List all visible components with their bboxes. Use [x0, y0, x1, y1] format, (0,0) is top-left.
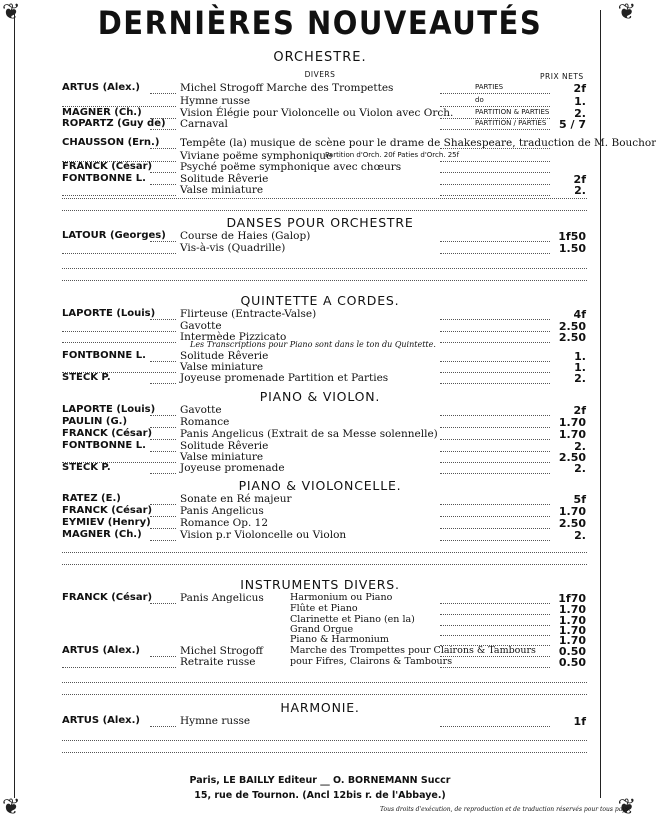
work-title: Panis Angelicus — [180, 505, 264, 517]
work-detail: Piano & Harmonium — [290, 634, 389, 645]
work-title: Joyeuse promenade Partition et Parties — [180, 372, 389, 384]
section-title-piano-violon: PIANO & VIOLON. — [259, 389, 381, 404]
leader-dots — [150, 516, 176, 517]
leader-dots — [150, 361, 176, 362]
leader-dots — [440, 528, 550, 529]
leader-dots — [62, 552, 587, 553]
leader-dots — [150, 451, 176, 452]
price: 2.50 — [558, 517, 586, 530]
composer-name: MAGNER (Ch.) — [62, 107, 142, 118]
work-title: Solitude Rêverie — [180, 440, 269, 452]
work-title: Vision p.r Violoncelle ou Violon — [180, 529, 347, 541]
leader-dots — [440, 383, 550, 384]
leader-dots — [62, 280, 587, 281]
leader-dots — [440, 540, 550, 541]
composer-name: FONTBONNE L. — [62, 440, 146, 451]
subtitle: ORCHESTRE. — [273, 50, 367, 65]
price: 1.70 — [558, 614, 586, 627]
composer-name: ARTUS (Alex.) — [62, 82, 140, 93]
leader-dots — [440, 614, 550, 615]
leader-dots — [440, 129, 550, 130]
work-title: Romance Op. 12 — [180, 517, 269, 529]
price: 5 / 7 — [559, 118, 586, 131]
leader-dots — [440, 667, 550, 668]
leader-dots — [62, 331, 176, 332]
leader-dots — [150, 528, 176, 529]
leader-dots — [440, 427, 550, 428]
work-title: Vis-à-vis (Quadrille) — [180, 242, 286, 254]
work-title: Hymne russe — [180, 95, 251, 107]
price: 1.50 — [558, 242, 586, 255]
composer-name: MAGNER (Ch.) — [62, 529, 142, 540]
leader-dots — [150, 241, 176, 242]
leader-dots — [440, 319, 550, 320]
leader-dots — [440, 253, 550, 254]
leader-dots — [440, 342, 550, 343]
leader-dots — [150, 319, 176, 320]
work-detail: Harmonium ou Piano — [290, 592, 393, 603]
work-title: Carnaval — [180, 118, 228, 130]
work-title: Romance — [180, 416, 230, 428]
price: 1. — [574, 95, 586, 108]
ornament-icon: ❦ — [617, 0, 636, 25]
price: 2. — [574, 107, 586, 120]
composer-name: FONTBONNE L. — [62, 350, 146, 361]
work-title: Retraite russe — [180, 656, 256, 668]
price: 2.50 — [558, 331, 586, 344]
work-note: do — [475, 96, 484, 104]
work-title: Solitude Rêverie — [180, 350, 269, 362]
leader-dots — [440, 148, 550, 149]
price: 1.70 — [558, 624, 586, 637]
section-title-instruments: INSTRUMENTS DIVERS. — [240, 577, 400, 592]
leader-dots — [62, 342, 176, 343]
leader-dots — [150, 184, 176, 185]
leader-dots — [440, 415, 550, 416]
leader-dots — [440, 439, 550, 440]
leader-dots — [62, 682, 587, 683]
ornament-icon: ❦ — [2, 0, 21, 25]
price: 2f — [573, 82, 586, 95]
work-title: Course de Haies (Galop) — [180, 230, 311, 242]
work-title: Gavotte — [180, 320, 222, 332]
leader-dots — [440, 331, 550, 332]
footer-rights: Tous droits d'exécution, de reproduction et de traduction réservés pour tous pays. — [380, 806, 631, 813]
leader-dots — [150, 504, 176, 505]
price: 1.70 — [558, 416, 586, 429]
price: 2f — [573, 173, 586, 186]
work-title: Valse miniature — [180, 361, 264, 373]
leader-dots — [150, 603, 176, 604]
footer-address: 15, rue de Tournon. (Ancl 12bis r. de l'Abbaye.) — [194, 790, 446, 801]
leader-dots — [150, 148, 176, 149]
composer-name: FRANCK (César) — [62, 505, 153, 516]
price: 4f — [573, 308, 586, 321]
leader-dots — [440, 473, 550, 474]
work-detail: Grand Orgue — [290, 624, 354, 635]
price: 2. — [574, 372, 586, 385]
price: 2. — [574, 462, 586, 475]
price: 1. — [574, 361, 586, 374]
leader-dots — [150, 656, 176, 657]
leader-dots — [62, 268, 587, 269]
leader-dots — [150, 415, 176, 416]
price: 1.70 — [558, 428, 586, 441]
composer-name: LAPORTE (Louis) — [62, 308, 156, 319]
leader-dots — [62, 210, 587, 211]
work-title: Valse miniature — [180, 451, 264, 463]
work-detail: pour Fifres, Clairons & Tambours — [290, 656, 453, 667]
leader-dots — [150, 473, 176, 474]
section-title-danses: DANSES POUR ORCHESTRE — [226, 215, 414, 230]
work-title: Sonate en Ré majeur — [180, 493, 292, 505]
leader-dots — [62, 667, 176, 668]
work-title: Michel Strogoff — [180, 645, 263, 657]
quintette-note: Les Transcriptions pour Piano sont dans le ton du Quintette. — [190, 340, 436, 349]
leader-dots — [440, 625, 550, 626]
divers-label: DIVERS — [304, 70, 336, 79]
work-title: Joyeuse promenade — [180, 462, 285, 474]
composer-name: FRANCK (César) — [62, 428, 153, 439]
work-title: Intermède Pizzicato — [180, 331, 287, 343]
work-title: Panis Angelicus (Extrait de sa Messe solennelle) — [180, 428, 438, 440]
work-note: PARTITION & PARTIES — [475, 108, 550, 116]
price: 1.70 — [558, 505, 586, 518]
price: 1.70 — [558, 634, 586, 647]
composer-name: FRANCK (César) — [62, 592, 153, 603]
price: 2. — [574, 440, 586, 453]
work-title: Vision Élégie pour Violoncelle ou Violon avec Orch. — [180, 107, 454, 119]
leader-dots — [440, 451, 550, 452]
price: 2. — [574, 529, 586, 542]
leader-dots — [440, 106, 550, 107]
price: 0.50 — [558, 656, 586, 669]
price: 1.70 — [558, 603, 586, 616]
leader-dots — [440, 372, 550, 373]
price: 1f — [573, 715, 586, 728]
leader-dots — [150, 439, 176, 440]
composer-name: ROPARTZ (Guy de) — [62, 118, 166, 129]
composer-name: LATOUR (Georges) — [62, 230, 166, 241]
composer-name: EYMIEV (Henry) — [62, 517, 151, 528]
leader-dots — [440, 184, 550, 185]
leader-dots — [440, 504, 550, 505]
leader-dots — [440, 195, 550, 196]
leader-dots — [150, 129, 176, 130]
work-title: Panis Angelicus — [180, 592, 264, 604]
ornament-icon: ❦ — [2, 795, 21, 820]
leader-dots — [440, 161, 550, 162]
composer-name: RATEZ (E.) — [62, 493, 121, 504]
leader-dots — [150, 726, 176, 727]
composer-name: FRANCK (César) — [62, 161, 153, 172]
composer-name: ARTUS (Alex.) — [62, 645, 140, 656]
footer-publisher: Paris, LE BAILLY Editeur __ O. BORNEMANN Succr — [189, 775, 451, 786]
price: 2f — [573, 404, 586, 417]
work-note: Partition d'Orch. 20f Paties d'Orch. 25f — [325, 151, 460, 159]
leader-dots — [440, 361, 550, 362]
work-title: Hymne russe — [180, 715, 251, 727]
work-title: Valse miniature — [180, 184, 264, 196]
page-title: DERNIÈRES NOUVEAUTÉS — [97, 4, 543, 42]
leader-dots — [440, 241, 550, 242]
leader-dots — [150, 427, 176, 428]
leader-dots — [150, 172, 176, 173]
work-title: Gavotte — [180, 404, 222, 416]
composer-name: FONTBONNE L. — [62, 173, 146, 184]
work-detail: Clarinette et Piano (en la) — [290, 614, 415, 625]
leader-dots — [440, 635, 550, 636]
work-title: Viviane poëme symphonique — [180, 150, 333, 162]
ornament-icon: ❦ — [617, 795, 636, 820]
leader-dots — [62, 253, 176, 254]
work-title: Psyché poëme symphonique avec chœurs — [180, 161, 402, 173]
leader-dots — [440, 603, 550, 604]
price: 1f70 — [558, 592, 586, 605]
leader-dots — [62, 564, 587, 565]
leader-dots — [62, 752, 587, 753]
leader-dots — [440, 656, 550, 657]
work-title: Solitude Rêverie — [180, 173, 269, 185]
composer-name: STECK P. — [62, 372, 111, 383]
leader-dots — [62, 694, 587, 695]
composer-name: STECK P. — [62, 462, 111, 473]
price: 2.50 — [558, 451, 586, 464]
work-note: PARTITION / PARTIES — [475, 119, 547, 127]
section-title-harmonie: HARMONIE. — [280, 700, 360, 715]
leader-dots — [440, 726, 550, 727]
price: 0.50 — [558, 645, 586, 658]
work-title: Michel Strogoff Marche des Trompettes — [180, 82, 394, 94]
leader-dots — [62, 740, 587, 741]
leader-dots — [440, 93, 550, 94]
work-title: Tempête (la) musique de scène pour le drame de Shakespeare, traduction de M. Bouchor — [180, 137, 656, 149]
leader-dots — [62, 198, 587, 199]
leader-dots — [150, 93, 176, 94]
price: 2. — [574, 184, 586, 197]
leader-dots — [440, 172, 550, 173]
price: 5f — [573, 493, 586, 506]
leader-dots — [62, 195, 176, 196]
work-title: Flirteuse (Entracte-Valse) — [180, 308, 317, 320]
price: 1f50 — [558, 230, 586, 243]
price: 2.50 — [558, 320, 586, 333]
composer-name: ARTUS (Alex.) — [62, 715, 140, 726]
work-detail: Flûte et Piano — [290, 603, 358, 614]
work-detail: Marche des Trompettes pour Clairons & Tambours — [290, 645, 536, 656]
leader-dots — [440, 516, 550, 517]
work-note: PARTIES — [475, 83, 504, 91]
composer-name: PAULIN (G.) — [62, 416, 128, 427]
prix-nets-label: PRIX NETS — [540, 72, 584, 81]
section-title-piano-violoncelle: PIANO & VIOLONCELLE. — [238, 478, 402, 493]
composer-name: LAPORTE (Louis) — [62, 404, 156, 415]
price: 1. — [574, 350, 586, 363]
section-title-quintette: QUINTETTE A CORDES. — [240, 293, 400, 308]
composer-name: CHAUSSON (Ern.) — [62, 137, 160, 148]
leader-dots — [150, 540, 176, 541]
leader-dots — [440, 462, 550, 463]
leader-dots — [150, 383, 176, 384]
